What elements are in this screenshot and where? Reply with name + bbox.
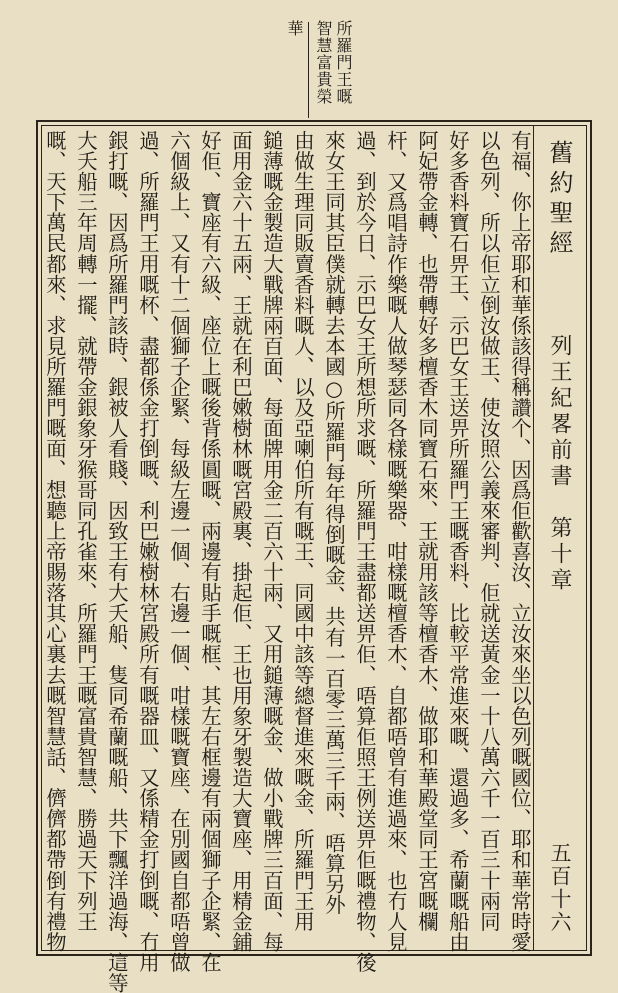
text-column: 大夭船三年周轉一擺、就帶金銀象牙猴哥同孔雀來、所羅門王嘅富貴智慧、勝過天下列王	[74, 130, 98, 932]
text-column: 以色列、所以佢立倒汝做王、使汝照公義來審判、佢就送黃金一十八萬六千一百三十兩同	[477, 130, 501, 932]
text-column: 六個級上、又有十二個獅子企緊、每級左邊一個、右邊一個、咁樣嘅寶座、在別國自都唔曾做	[167, 130, 191, 973]
text-column: 過、所羅門王用嘅杯、盡都係金打倒嘅、利巴嫩樹林宮殿所有嘅器皿、又係精金打倒嘅、冇用	[136, 130, 160, 973]
gloss-column-middle: 智慧富貴榮	[314, 20, 333, 105]
page-number: 五百十六	[548, 842, 572, 934]
text-column: 好多香料寶石畀王、示巴女王送畀所羅門王嘅香料、比較平常進來嘅、還過多、希蘭嘅船由	[446, 130, 470, 952]
text-column: 阿妃帶金轉、也帶轉好多檀香木同寶石來、王就用該等檀香木、做耶和華殿堂同王宮嘅欄	[415, 130, 439, 932]
text-column: 杆、又爲唱詩作樂嘅人做琴瑟同各樣嘅樂器、咁樣嘅檀香木、自都唔曾有進過來、也冇人見	[384, 130, 408, 952]
text-column: 鎚薄嘅金製造大戰牌兩百面、每面牌用金二百六十兩、又用鎚薄嘅金、做小戰牌三百面、每	[260, 130, 284, 952]
gloss-rule	[308, 22, 309, 118]
bleed-through-text	[150, 20, 270, 110]
text-column: 嘅、天下萬民都來、求見所羅門嘅面、想聽上帝賜落其心裏去嘅智慧話、儕儕都帶倒有禮物	[43, 130, 67, 952]
chapter-heading: 列王紀畧前書 第十章	[547, 334, 572, 594]
text-column: 過、到於今日、示巴女王所想所求嘅、所羅門王盡都送畀佢、唔算佢照王例送畀佢嘅禮物、後	[353, 130, 377, 973]
body-text	[43, 130, 532, 993]
text-column: 銀打嘅、因爲所羅門該時、銀被人看賤、因致王有大夭船、隻同希蘭嘅船、共下飄洋過海、這等	[105, 130, 129, 993]
text-column: 由做生理同販賣香料嘅人、以及亞喇伯所有嘅王、同國中該等總督進來嘅金、所羅門王用	[291, 130, 315, 932]
text-column: 面用金六十五兩、王就在利巴嫩樹林嘅宮殿裏、掛起佢、王也用象牙製造大寶座、用精金鋪	[229, 130, 253, 952]
text-column: 來女王同其臣僕就轉去本國○所羅門每年得倒嘅金、共有一百零三萬三千兩、唔算另外	[322, 130, 346, 915]
gloss-column-right: 所羅門王嘅	[334, 20, 353, 105]
header-band	[533, 126, 586, 950]
header-gloss	[278, 20, 352, 120]
gloss-column-left: 華	[285, 20, 304, 37]
text-column: 好佢、寶座有六級、座位上嘅後背係圓嘅、兩邊有貼手嘅框、其左右框邊有兩個獅子企緊、在	[198, 130, 222, 973]
book-title: 舊約聖經	[545, 140, 573, 260]
text-column: 有福、你上帝耶和華係該得稱讚个、因爲佢歡喜汝、立汝來坐以色列嘅國位、耶和華常時愛	[508, 130, 532, 952]
text-frame	[36, 120, 592, 993]
